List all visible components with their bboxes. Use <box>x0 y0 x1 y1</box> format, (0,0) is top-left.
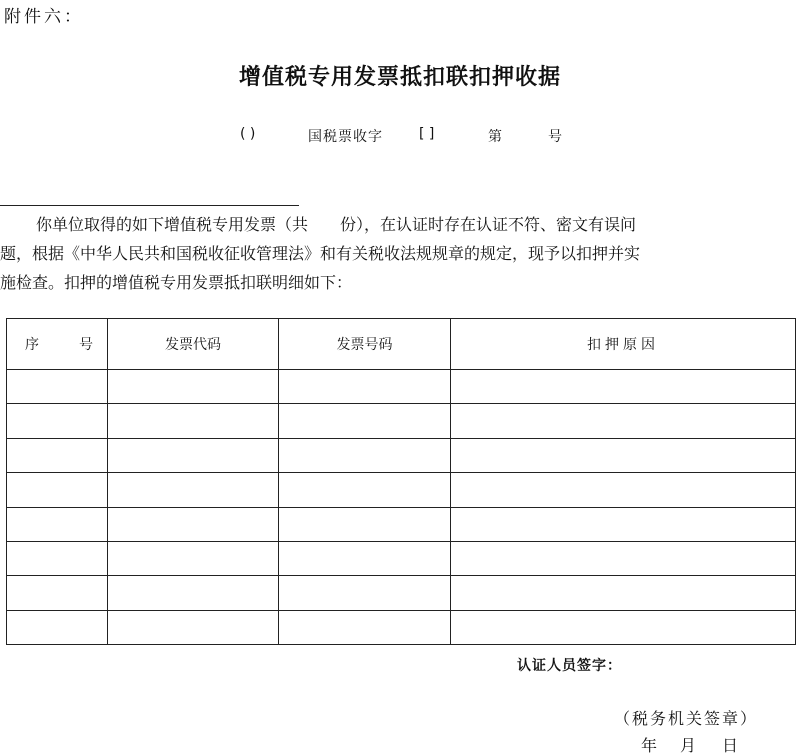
cell-sequence <box>7 370 108 404</box>
column-header-sequence: 序 号 <box>7 319 108 370</box>
notice-line-2: 题，根据《中华人民共和国税收征收管理法》和有关税收法规规章的规定，现予以扣押并实 <box>0 244 641 263</box>
cell-sequence <box>7 541 108 575</box>
cell-sequence <box>7 473 108 507</box>
table-row <box>7 610 796 644</box>
cell-invoice-number <box>279 404 451 438</box>
receipt-year-placeholder: ( ) <box>240 126 256 142</box>
cell-sequence <box>7 438 108 472</box>
cell-seizure-reason <box>451 438 796 472</box>
cell-seizure-reason <box>451 404 796 438</box>
table-header-row <box>7 319 796 370</box>
receipt-bracket-placeholder: [ ] <box>419 126 435 142</box>
cell-sequence <box>7 404 108 438</box>
table-row <box>7 541 796 575</box>
date-day-label: 日 <box>722 736 739 755</box>
cell-invoice-code <box>108 576 279 610</box>
cell-invoice-code <box>108 507 279 541</box>
cell-sequence <box>7 576 108 610</box>
cell-invoice-number <box>279 610 451 644</box>
notice-line-3: 施检查。扣押的增值税专用发票抵扣联明细如下： <box>0 273 353 292</box>
cell-seizure-reason <box>451 610 796 644</box>
attachment-label: 附件六： <box>4 7 84 27</box>
table-row <box>7 438 796 472</box>
column-header-invoice-code: 发票代码 <box>108 319 279 370</box>
cell-sequence <box>7 610 108 644</box>
cell-seizure-reason <box>451 473 796 507</box>
seized-invoice-table <box>6 318 796 645</box>
cell-sequence <box>7 507 108 541</box>
date-year-label: 年 <box>641 736 658 755</box>
receipt-hao-label: 号 <box>548 129 562 145</box>
addressee-blank-line <box>0 205 299 206</box>
table-row <box>7 507 796 541</box>
column-header-seizure-reason: 扣押原因 <box>451 319 796 370</box>
table-row <box>7 576 796 610</box>
cell-invoice-code <box>108 404 279 438</box>
table-row <box>7 370 796 404</box>
table-row <box>7 473 796 507</box>
cell-invoice-number <box>279 507 451 541</box>
certifier-signature-label: 认证人员签字： <box>517 658 622 674</box>
cell-invoice-code <box>108 370 279 404</box>
cell-invoice-number <box>279 473 451 507</box>
cell-invoice-number <box>279 576 451 610</box>
cell-invoice-code <box>108 541 279 575</box>
cell-seizure-reason <box>451 370 796 404</box>
cell-invoice-code <box>108 473 279 507</box>
column-header-invoice-number: 发票号码 <box>279 319 451 370</box>
notice-line-1: 你单位取得的如下增值税专用发票（共 份），在认证时存在认证不符、密文有误问 <box>36 215 637 234</box>
cell-invoice-number <box>279 370 451 404</box>
receipt-di-label: 第 <box>488 129 502 145</box>
cell-invoice-code <box>108 438 279 472</box>
cell-invoice-number <box>279 541 451 575</box>
tax-authority-seal-label: （税务机关签章） <box>614 709 759 728</box>
cell-invoice-number <box>279 438 451 472</box>
cell-seizure-reason <box>451 576 796 610</box>
receipt-number-label: 国税票收字 <box>308 129 383 145</box>
cell-seizure-reason <box>451 541 796 575</box>
date-month-label: 月 <box>680 736 697 755</box>
notice-paragraph <box>0 210 800 297</box>
cell-seizure-reason <box>451 507 796 541</box>
document-title: 增值税专用发票抵扣联扣押收据 <box>238 65 561 90</box>
cell-invoice-code <box>108 610 279 644</box>
table-row <box>7 404 796 438</box>
